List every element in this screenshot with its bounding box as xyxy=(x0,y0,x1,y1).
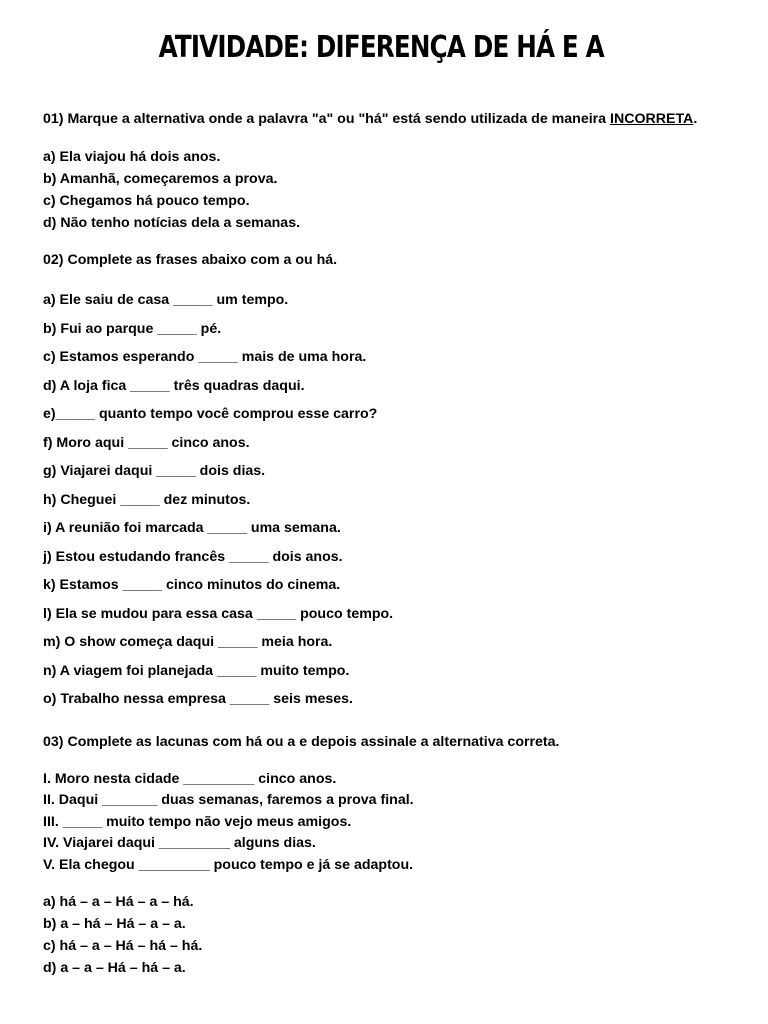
q3-option-a: a) há – a – Há – a – há. xyxy=(43,894,194,910)
q1-option-b: b) Amanhã, começaremos a prova. xyxy=(43,171,278,187)
q3-option-d: d) a – a – Há – há – a. xyxy=(43,960,186,976)
question-2-prompt: 02) Complete as frases abaixo com a ou há. xyxy=(43,252,338,268)
q2-item: k) Estamos _____ cinco minutos do cinema. xyxy=(43,577,341,593)
question-1-prompt xyxy=(43,108,743,130)
q2-item: e)_____ quanto tempo você comprou esse carro? xyxy=(43,406,378,422)
q1-prompt-end: . xyxy=(693,111,698,127)
q3-statement: III. _____ muito tempo não vejo meus amigos. xyxy=(43,813,352,830)
q2-item: b) Fui ao parque _____ pé. xyxy=(43,320,222,337)
q2-item: d) A loja fica _____ três quadras daqui. xyxy=(43,377,305,394)
q3-statement: IV. Viajarei daqui _________ alguns dias. xyxy=(43,835,316,851)
q3-statement: V. Ela chegou _________ pouco tempo e já se adaptou. xyxy=(43,856,414,873)
q2-item: a) Ele saiu de casa _____ um tempo. xyxy=(43,292,289,308)
question-3-statements xyxy=(43,769,743,877)
q1-option-d: d) Não tenho notícias dela a semanas. xyxy=(43,215,301,231)
q2-item: j) Estou estudando francês _____ dois anos. xyxy=(43,548,343,565)
question-2-items xyxy=(43,286,743,714)
q2-item: l) Ela se mudou para essa casa _____ pouco tempo. xyxy=(43,605,394,622)
q3-statement: II. Daqui _______ duas semanas, faremos a prova final. xyxy=(43,792,414,808)
question-3-options xyxy=(43,891,743,979)
q2-item: i) A reunião foi marcada _____ uma semana. xyxy=(43,520,341,536)
q3-statement: I. Moro nesta cidade _________ cinco anos. xyxy=(43,770,337,787)
q2-item: h) Cheguei _____ dez minutos. xyxy=(43,491,251,508)
q2-item: c) Estamos esperando _____ mais de uma hora. xyxy=(43,349,367,365)
q1-prompt-text: 01) Marque a alternativa onde a palavra "a" ou "há" está sendo utilizada de maneira xyxy=(43,111,611,127)
q1-option-a: a) Ela viajou há dois anos. xyxy=(43,149,221,165)
q2-item: f) Moro aqui _____ cinco anos. xyxy=(43,434,250,451)
q2-item: m) O show começa daqui _____ meia hora. xyxy=(43,634,333,650)
q2-item: n) A viagem foi planejada _____ muito tempo. xyxy=(43,662,350,679)
worksheet-title: ATIVIDADE: DIFERENÇA DE HÁ E A xyxy=(158,30,604,65)
q2-item: o) Trabalho nessa empresa _____ seis meses. xyxy=(43,691,353,707)
q1-option-c: c) Chegamos há pouco tempo. xyxy=(43,193,250,209)
q3-option-b: b) a – há – Há – a – a. xyxy=(43,916,186,932)
question-1-options xyxy=(43,146,743,234)
q3-option-c: c) há – a – Há – há – há. xyxy=(43,938,203,954)
q2-item: g) Viajarei daqui _____ dois dias. xyxy=(43,463,266,479)
question-3-prompt: 03) Complete as lacunas com há ou a e depois assinale a alternativa correta. xyxy=(43,733,560,750)
worksheet-body xyxy=(43,108,743,979)
q1-prompt-emphasis: INCORRETA xyxy=(610,111,694,127)
